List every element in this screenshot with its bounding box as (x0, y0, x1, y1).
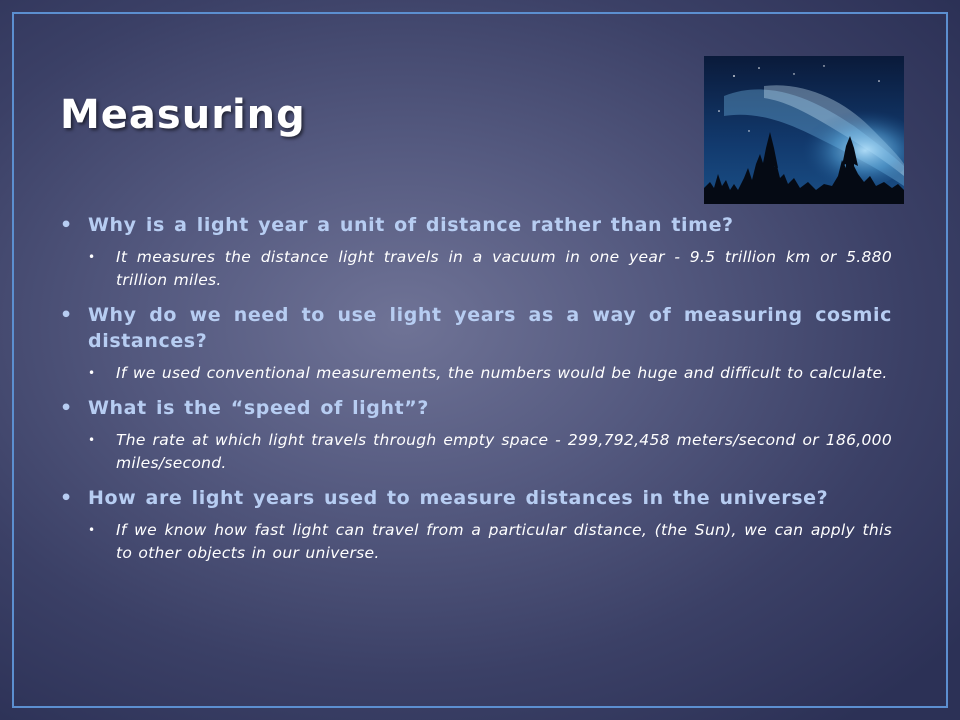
question-item (60, 212, 892, 238)
question-text: Why do we need to use light years as a way of measuring cosmic distances? (88, 304, 892, 352)
aurora-image (704, 56, 904, 204)
aurora-photo (704, 56, 904, 204)
bullet-icon: • (60, 397, 73, 419)
question-text: How are light years used to measure distances in the universe? (88, 487, 829, 509)
question-item (60, 302, 892, 354)
question-item (60, 485, 892, 511)
question-item (60, 395, 892, 421)
answer-item (60, 362, 892, 385)
question-text: Why is a light year a unit of distance rather than time? (88, 214, 734, 236)
bullet-icon: • (88, 366, 96, 380)
bullet-icon: • (88, 433, 96, 447)
answer-item (60, 246, 892, 292)
bullet-icon: • (88, 523, 96, 537)
slide-title: Measuring (60, 92, 306, 138)
answer-item (60, 519, 892, 565)
answer-text: If we know how fast light can travel from a particular distance, (the Sun), we can apply this to other objects in our universe. (116, 521, 892, 562)
answer-text: If we used conventional measurements, the numbers would be huge and difficult to calculate. (116, 364, 888, 382)
bullet-icon: • (88, 250, 96, 264)
answer-text: It measures the distance light travels in a vacuum in one year - 9.5 trillion km or 5.880 trillion miles. (116, 248, 892, 289)
bullet-icon: • (60, 304, 73, 326)
question-text: What is the “speed of light”? (88, 397, 430, 419)
answer-text: The rate at which light travels through empty space - 299,792,458 meters/second or 186,000 miles/second. (116, 431, 892, 472)
bullet-list (60, 212, 892, 565)
answer-item (60, 429, 892, 475)
bullet-icon: • (60, 487, 73, 509)
bullet-icon: • (60, 214, 73, 236)
